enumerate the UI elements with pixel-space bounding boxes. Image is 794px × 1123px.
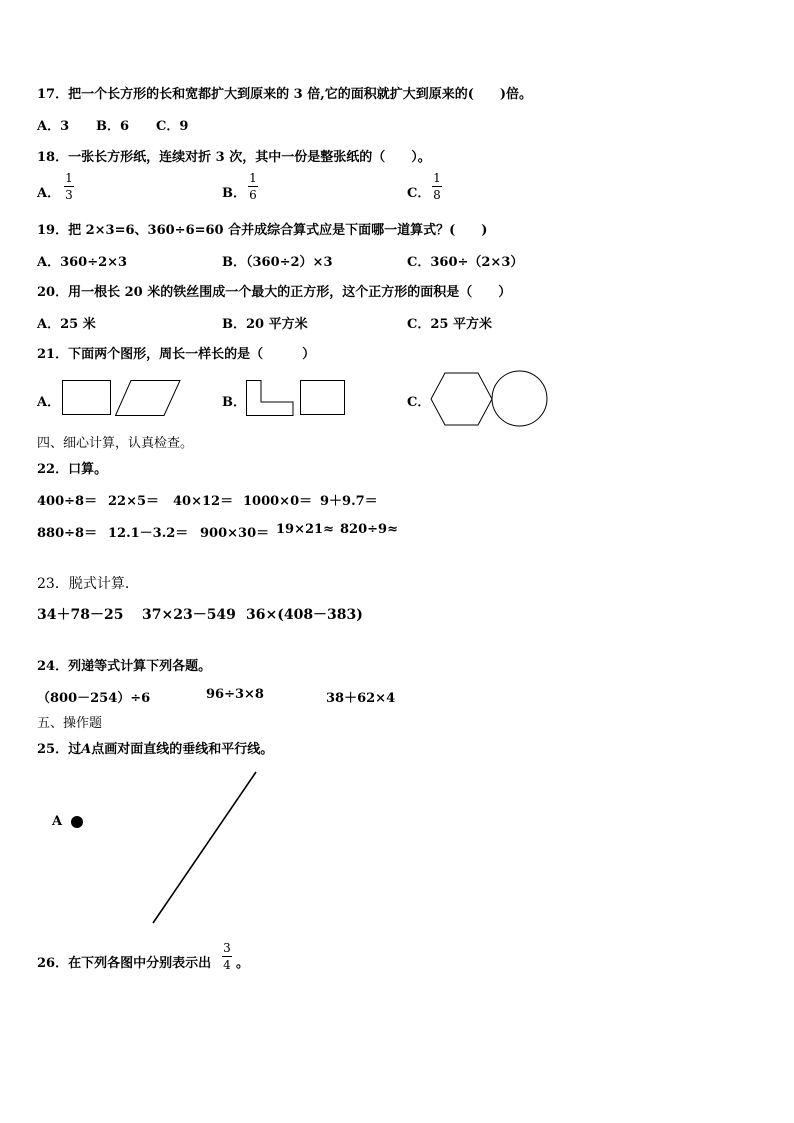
- q20-option-b: B．20 平方米: [222, 317, 308, 332]
- q25-point-name: A: [81, 742, 92, 757]
- fraction-denominator: 8: [433, 188, 441, 202]
- mental-calc-2-5: 820÷9≈: [340, 522, 398, 537]
- hexagon-shape: [430, 372, 494, 426]
- fraction-numerator: 1: [249, 171, 257, 185]
- circle-shape: [491, 370, 549, 428]
- stepwise-calc-3: 36×(408－383): [246, 607, 363, 623]
- q17-option-a: A．3: [37, 119, 70, 134]
- stepwise-calc-1: 34＋78－25: [37, 607, 124, 623]
- question-17: 17．把一个长方形的长和宽都扩大到原来的 3 倍,它的面积就扩大到原来的( )倍。: [37, 87, 533, 102]
- q21-option-c-label: C．: [407, 395, 431, 410]
- q25-text-before: 25．过: [37, 742, 82, 757]
- section-4-heading: 四、细心计算，认真检查。: [37, 436, 194, 451]
- step-equation-3: 38＋62×4: [326, 691, 396, 706]
- question-24: 24．列递等式计算下列各题。: [37, 659, 212, 674]
- mental-calc-1-2: 22×5＝: [108, 494, 160, 509]
- q19-option-a: A．360÷2×3: [37, 255, 128, 270]
- q18-option-c-label: C．: [407, 186, 431, 201]
- q21-option-a-label: A．: [37, 395, 61, 410]
- q20-option-c: C．25 平方米: [407, 317, 492, 332]
- section-5-heading: 五、操作题: [37, 716, 103, 731]
- q17-option-c: C．9: [156, 119, 189, 134]
- question-18: 18．一张长方形纸，连续对折 3 次，其中一份是整张纸的（ ）。: [37, 150, 431, 165]
- stepwise-calc-2: 37×23－549: [142, 607, 236, 623]
- q20-option-a: A．25 米: [37, 317, 96, 332]
- fraction-bar: [432, 186, 442, 187]
- mental-calc-1-3: 40×12＝: [173, 494, 234, 509]
- fraction-denominator: 3: [65, 188, 73, 202]
- q19-option-b: B．（360÷2）×3: [222, 255, 333, 270]
- l-shape: [246, 380, 294, 416]
- step-equation-2: 96÷3×8: [206, 687, 264, 702]
- question-23: 23．脱式计算.: [37, 576, 130, 592]
- q18-option-a-fraction: [64, 171, 74, 202]
- mental-calc-1-1: 400÷8＝: [37, 494, 98, 509]
- q26-suffix: 。: [236, 956, 250, 971]
- mental-calc-1-5: 9＋9.7＝: [320, 494, 378, 509]
- q19-option-c: C．360÷（2×3）: [407, 255, 524, 270]
- rectangle-shape: [62, 380, 112, 416]
- point-a-dot: [70, 815, 84, 829]
- mental-calc-2-2: 12.1－3.2＝: [108, 526, 189, 541]
- slanted-line: [150, 770, 260, 926]
- q17-option-b: B．6: [96, 119, 130, 134]
- question-19: 19．把 2×3=6、360÷6=60 合并成综合算式应是下面哪一道算式？( ): [37, 223, 488, 238]
- square-shape: [300, 380, 346, 416]
- question-22: 22．口算。: [37, 462, 108, 477]
- q25-text-after: 点画对面直线的垂线和平行线。: [91, 742, 274, 757]
- fraction-denominator: 6: [249, 188, 257, 202]
- question-25: [37, 738, 273, 757]
- fraction-numerator: 1: [433, 171, 441, 185]
- q18-option-c-fraction: [432, 171, 442, 202]
- step-equation-1: （800－254）÷6: [37, 691, 151, 706]
- parallelogram-shape: [115, 380, 181, 416]
- fraction-bar: [248, 186, 258, 187]
- q26-fraction: [222, 941, 232, 972]
- fraction-denominator: 4: [223, 958, 231, 972]
- question-20: 20．用一根长 20 米的铁丝围成一个最大的正方形，这个正方形的面积是（ ）: [37, 285, 512, 300]
- fraction-numerator: 1: [65, 171, 73, 185]
- mental-calc-2-1: 880÷8＝: [37, 526, 98, 541]
- q18-option-a-label: A．: [37, 186, 61, 201]
- mental-calc-1-4: 1000×0＝: [243, 494, 313, 509]
- mental-calc-2-4: 19×21≈: [276, 522, 334, 537]
- fraction-bar: [222, 956, 232, 957]
- q18-option-b-label: B．: [222, 186, 246, 201]
- point-a-label: A: [52, 814, 63, 829]
- mental-calc-2-3: 900×30＝: [200, 526, 270, 541]
- question-26: 26．在下列各图中分别表示出: [37, 956, 212, 971]
- question-21: 21．下面两个图形，周长一样长的是（ ）: [37, 347, 316, 362]
- q18-option-b-fraction: [248, 171, 258, 202]
- q21-option-b-label: B．: [222, 395, 246, 410]
- fraction-numerator: 3: [223, 941, 231, 955]
- fraction-bar: [64, 186, 74, 187]
